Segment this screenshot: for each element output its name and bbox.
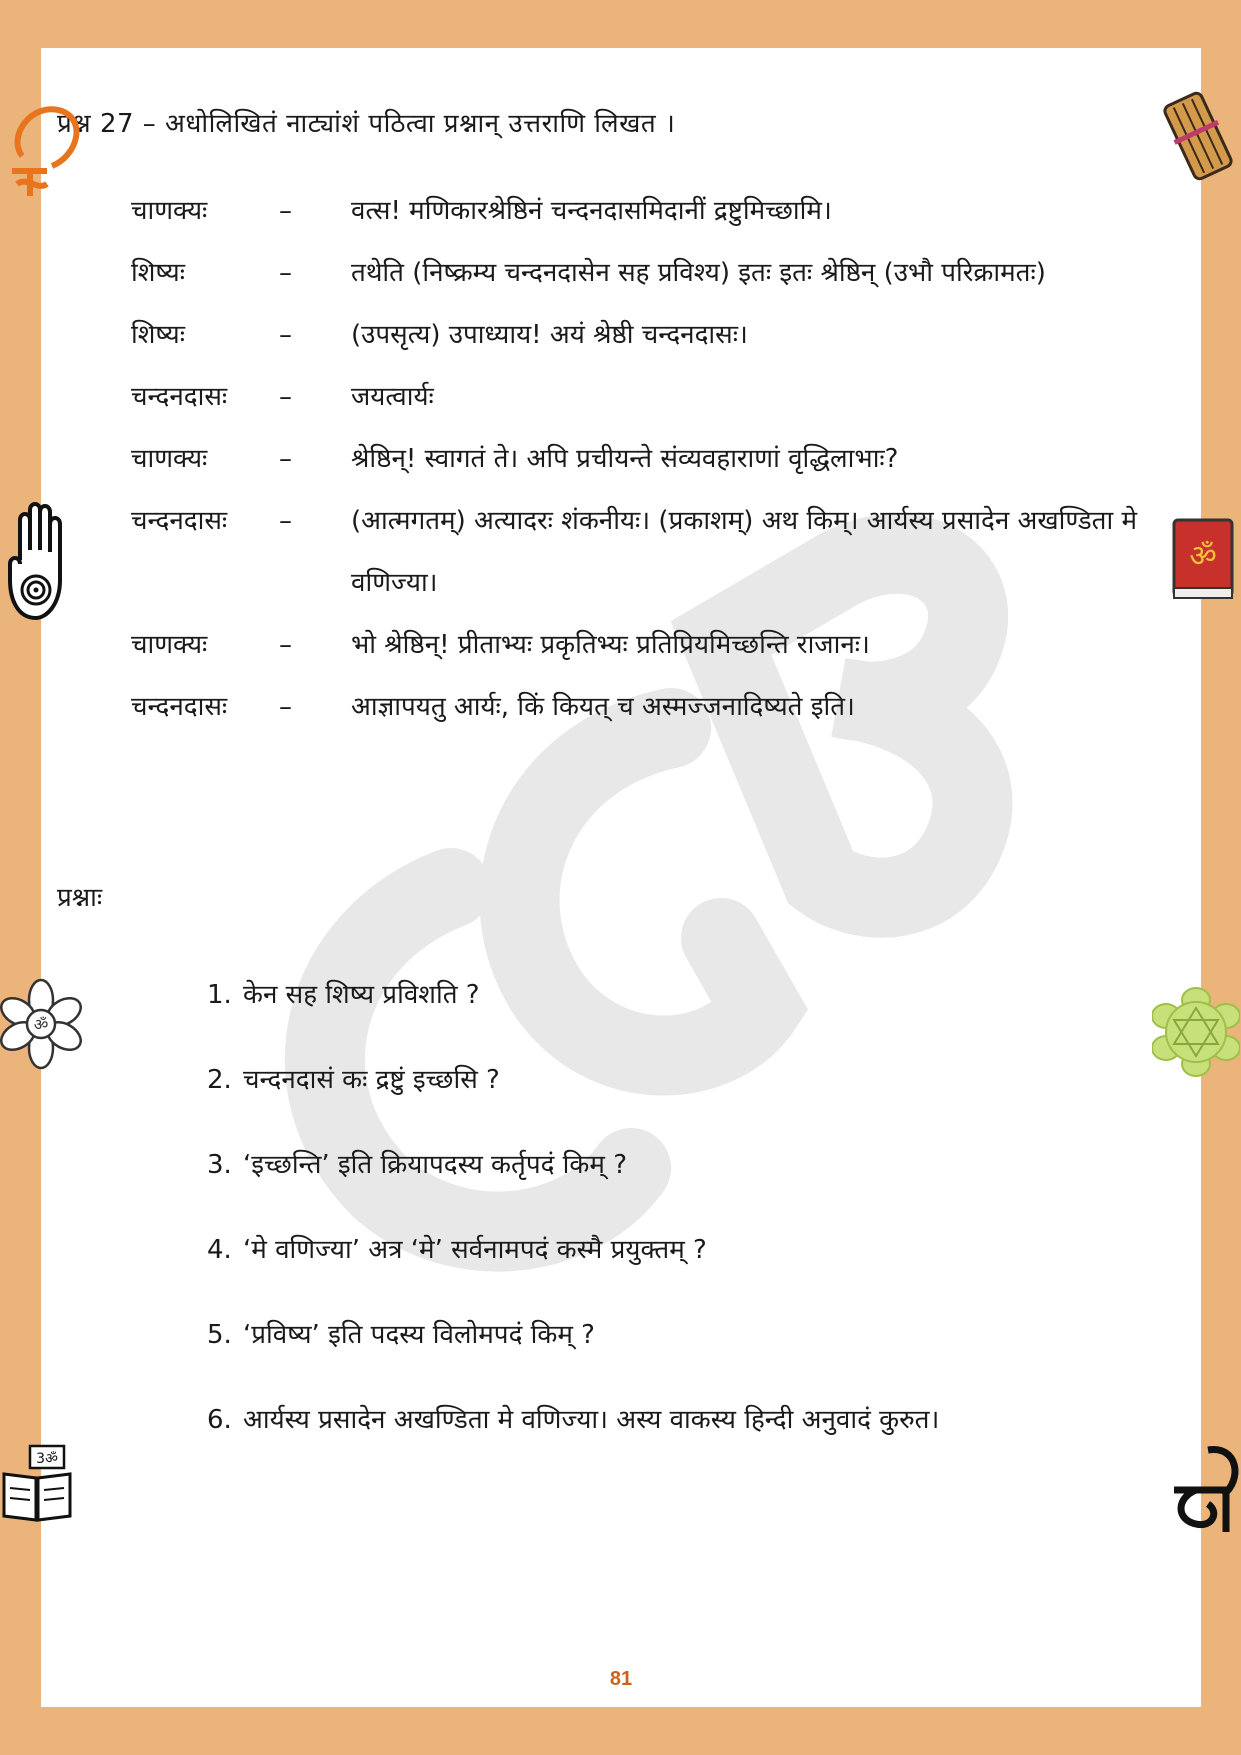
om-book-icon [1170,516,1236,602]
dialogue-block [131,180,1191,738]
speech-text: वत्स! मणिकारश्रेष्ठिनं चन्दनदासमिदानीं द्रष्टुमिच्छामि। [351,196,832,226]
chakra-icon [1152,986,1240,1078]
dialogue-line [131,366,1191,428]
dialogue-line [131,304,1191,366]
question-text: आर्यस्य प्रसादेन अखण्डिता मे वणिज्या। अस्य वाकस्य हिन्दी अनुवादं कुरुत। [243,1405,940,1435]
page-sheet [41,48,1201,1707]
speaker-name: चन्दनदासः [131,692,228,722]
speech-text: आज्ञापयतु आर्यः, किं कियत् च अस्मज्जनादिष्यते इति। [351,692,855,722]
lotus-om-icon [0,978,82,1070]
question-item [207,953,1137,1038]
question-number: 6. [207,1405,232,1435]
speech-text: (उपसृत्य) उपाध्याय! अयं श्रेष्ठी चन्दनदासः। [351,320,748,350]
dialogue-line [131,614,1191,676]
speaker-dash: – [279,692,292,722]
questions-label: प्रश्नाः [57,883,103,913]
document-content [41,48,1201,1707]
question-text: ‘मे वणिज्या’ अत्र ‘मे’ सर्वनामपदं कस्मै प्रयुक्तम् ? [243,1235,707,1265]
dialogue-line [131,428,1191,490]
dialogue-line [131,676,1191,738]
svg-text:ॐ: ॐ [1189,539,1217,574]
question-number: 4. [207,1235,232,1265]
question-item [207,1038,1137,1123]
question-text: ‘इच्छन्ति’ इति क्रियापदस्य कर्तृपदं किम् ? [243,1150,627,1180]
open-book-icon [0,1444,74,1524]
dialogue-line [131,242,1191,304]
shri-icon [1168,1440,1240,1536]
speaker-dash: – [279,258,292,288]
question-number: 2. [207,1065,232,1095]
question-number: 3. [207,1150,232,1180]
question-text: केन सह शिष्य प्रविशति ? [243,980,480,1010]
question-text: ‘प्रविष्य’ इति पदस्य विलोमपदं किम् ? [243,1320,595,1350]
speaker-name: शिष्यः [131,320,185,350]
speech-text: (आत्मगतम्) अत्यादरः शंकनीयः। (प्रकाशम्) अथ किम्। आर्यस्य प्रसादेन अखण्डिता मे वणिज्या। [351,506,1138,598]
speaker-name: चाणक्यः [131,630,208,660]
question-item [207,1293,1137,1378]
speaker-dash: – [279,382,292,412]
question-item [207,1208,1137,1293]
dialogue-line [131,180,1191,242]
shri-icon [2,96,86,206]
question-heading: प्रश्न 27 – अधोलिखितं नाट्यांशं पठित्वा प्रश्नान् उत्तराणि लिखत । [57,109,676,139]
question-number: 1. [207,980,232,1010]
speaker-name: शिष्यः [131,258,185,288]
speaker-dash: – [279,320,292,350]
speaker-dash: – [279,630,292,660]
page-number: 81 [609,1668,633,1690]
speaker-name: चन्दनदासः [131,506,228,536]
question-number: 5. [207,1320,232,1350]
speaker-name: चन्दनदासः [131,382,228,412]
dialogue-line [131,490,1191,614]
speaker-dash: – [279,444,292,474]
speaker-dash: – [279,506,292,536]
questions-list [207,953,1137,1463]
speaker-name: चाणक्यः [131,444,208,474]
svg-text:3ॐ: 3ॐ [36,1451,58,1467]
hand-icon [6,500,76,622]
speech-text: श्रेष्ठिन्! स्वागतं ते। अपि प्रचीयन्ते संव्यवहाराणां वृद्धिलाभाः? [351,444,899,474]
speech-text: तथेति (निष्क्रम्य चन्दनदासेन सह प्रविश्य) इतः इतः श्रेष्ठिन् (उभौ परिक्रामतः) [351,258,1046,288]
question-item [207,1123,1137,1208]
speech-text: भो श्रेष्ठिन्! प्रीताभ्यः प्रकृतिभ्यः प्रतिप्रियमिच्छन्ति राजानः। [351,630,870,660]
question-text: चन्दनदासं कः द्रष्टुं इच्छसि ? [243,1065,500,1095]
speaker-name: चाणक्यः [131,196,208,226]
question-item [207,1378,1137,1463]
svg-text:ॐ: ॐ [33,1015,49,1034]
speaker-dash: – [279,196,292,226]
speech-text: जयत्वार्यः [351,382,434,412]
scroll-icon [1160,88,1236,184]
